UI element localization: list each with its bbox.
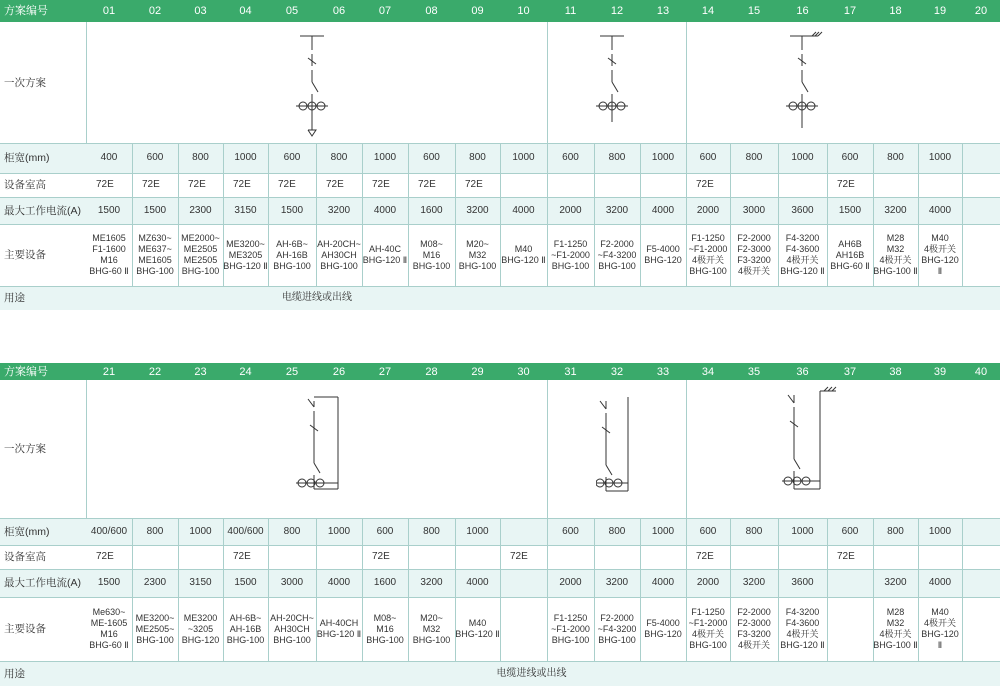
current-value: 3200 xyxy=(884,204,907,216)
scheme-number: 18 xyxy=(889,5,902,17)
current-value: 4000 xyxy=(327,577,351,588)
grid-line xyxy=(455,518,456,661)
width-value: 600 xyxy=(562,525,579,537)
scheme-table-2 xyxy=(0,363,1000,692)
compartment-value: 72E xyxy=(465,179,483,190)
grid-line xyxy=(547,143,548,286)
equipment-value: ME1605 F1-1600 M16 BHG-60 Ⅱ xyxy=(89,233,129,276)
grid-line xyxy=(455,143,456,286)
scheme-number: 05 xyxy=(285,5,299,17)
scheme-number: 39 xyxy=(933,365,947,378)
grid-line xyxy=(730,143,731,286)
row-label-equipment: 主要设备 xyxy=(4,249,46,261)
width-value: 1000 xyxy=(791,525,814,537)
width-value: 800 xyxy=(469,152,486,163)
current-value: 3150 xyxy=(234,204,257,216)
scheme-number: 37 xyxy=(843,365,857,378)
equipment-value: F1-1250 ~F1-2000 BHG-100 xyxy=(551,612,590,645)
single-line-diagram-3 xyxy=(782,30,826,140)
width-value: 1000 xyxy=(791,152,814,163)
width-value: 600 xyxy=(699,152,717,163)
compartment-value: 72E xyxy=(837,179,855,190)
equipment-value xyxy=(962,597,1000,661)
grid-line xyxy=(827,518,828,661)
grid-line xyxy=(686,22,687,143)
width-value: 400 xyxy=(100,152,118,163)
scheme-number: 32 xyxy=(610,365,624,378)
equipment-value: F1-1250 ~F1-2000 4极开关 BHG-100 xyxy=(688,233,728,276)
grid-line xyxy=(408,518,409,661)
grid-line xyxy=(686,518,687,661)
scheme-number: 24 xyxy=(239,365,252,378)
row-label-compartment: 设备室高 xyxy=(4,179,46,191)
scheme-number: 20 xyxy=(974,5,988,17)
current-value: 4000 xyxy=(373,204,397,216)
usage-row xyxy=(0,661,1000,686)
width-value xyxy=(962,518,1000,545)
scheme-number: 15 xyxy=(747,5,761,17)
grid-line xyxy=(640,143,641,286)
current-value: 2000 xyxy=(696,577,720,588)
compartment-value: 72E xyxy=(418,179,436,190)
equipment-value: ME2000~ ME2505 ME2505 BHG-100 xyxy=(181,233,220,276)
equipment-value xyxy=(962,224,1000,286)
equipment-value: AH-6B~ AH-16B BHG-100 xyxy=(226,612,265,645)
usage-text: 电缆进线或出线 xyxy=(282,292,352,303)
current-value: 4000 xyxy=(651,204,675,216)
equipment-value: F4-3200 F4-3600 4极开关 BHG-120 Ⅱ xyxy=(780,233,825,276)
compartment-value: 72E xyxy=(372,551,390,562)
grid-line xyxy=(918,518,919,661)
width-value: 1000 xyxy=(466,525,489,537)
width-value: 600 xyxy=(699,525,717,537)
grid-line xyxy=(362,518,363,661)
equipment-value: AH-40CH BHG-120 Ⅱ xyxy=(316,618,362,639)
width-value: 600 xyxy=(283,152,301,163)
scheme-number: 31 xyxy=(564,365,577,378)
scheme-number: 04 xyxy=(239,5,252,17)
current-value: 1500 xyxy=(838,204,862,216)
equipment-value: F1-1250 ~F1-2000 4极开关 BHG-100 xyxy=(688,607,728,650)
width-value: 600 xyxy=(841,525,859,537)
width-value: 1000 xyxy=(651,152,675,163)
scheme-number: 38 xyxy=(889,365,902,378)
scheme-number: 33 xyxy=(656,365,670,378)
width-value: 800 xyxy=(192,152,209,163)
row-label-equipment: 主要设备 xyxy=(4,623,46,635)
grid-line xyxy=(500,143,501,286)
equipment-value: M08~ M16 BHG-100 xyxy=(366,612,404,645)
row-label-current: 最大工作电流(A) xyxy=(4,577,81,589)
grid-line xyxy=(0,286,1000,287)
scheme-number: 11 xyxy=(564,5,577,17)
equipment-value: F2-2000 ~F4-3200 BHG-100 xyxy=(597,612,637,645)
equipment-value: AH-40C BHG-120 Ⅱ xyxy=(362,244,408,265)
compartment-value: 72E xyxy=(510,551,528,562)
scheme-number: 30 xyxy=(517,365,530,378)
current-value: 4000 xyxy=(928,204,952,216)
equipment-value: M20~ M32 BHG-100 xyxy=(412,612,451,645)
width-value: 400/600 xyxy=(227,525,264,537)
equipment-value: M20~ M32 BHG-100 xyxy=(458,238,497,271)
grid-line xyxy=(362,143,363,286)
grid-line xyxy=(132,143,133,286)
current-value xyxy=(500,569,547,597)
width-value: 600 xyxy=(146,152,164,163)
current-value: 3150 xyxy=(189,577,212,588)
scheme-table-1 xyxy=(0,0,1000,312)
equipment-value: AH-20CH~ AH30CH BHG-100 xyxy=(270,612,314,645)
width-value: 1000 xyxy=(928,152,952,163)
current-value: 3200 xyxy=(327,204,351,216)
grid-line xyxy=(316,518,317,661)
equipment-value: M28 M32 4极开关 BHG-100 Ⅱ xyxy=(873,233,918,276)
current-value: 2300 xyxy=(189,204,212,216)
grid-line xyxy=(778,518,779,661)
current-value: 4000 xyxy=(651,577,675,588)
compartment-value: 72E xyxy=(837,551,855,562)
grid-line xyxy=(873,143,874,286)
width-value: 1000 xyxy=(189,525,212,537)
width-value: 1000 xyxy=(928,525,952,537)
scheme-number: 17 xyxy=(843,5,857,17)
equipment-value: F5-4000 BHG-120 xyxy=(644,618,682,639)
scheme-number: 12 xyxy=(610,5,624,17)
current-value: 4000 xyxy=(928,577,952,588)
width-value: 1000 xyxy=(512,152,535,163)
equipment-value: AH-6B~ AH-16B BHG-100 xyxy=(273,238,311,271)
current-value: 4000 xyxy=(466,577,489,588)
scheme-number: 06 xyxy=(332,5,346,17)
current-value: 3000 xyxy=(280,577,304,588)
current-value: 3200 xyxy=(884,577,907,588)
width-value: 800 xyxy=(330,152,348,163)
equipment-value: F2-2000 F2-3000 F3-3200 4极开关 xyxy=(737,607,771,650)
current-value: 3000 xyxy=(742,204,766,216)
current-value xyxy=(962,197,1000,224)
compartment-value: 72E xyxy=(696,179,714,190)
width-value: 800 xyxy=(745,152,763,163)
compartment-value: 72E xyxy=(372,179,390,190)
grid-line xyxy=(873,518,874,661)
compartment-value: 72E xyxy=(96,179,114,190)
scheme-row xyxy=(0,22,1000,143)
grid-line xyxy=(268,518,269,661)
grid-line xyxy=(594,518,595,661)
row-label-compartment: 设备室高 xyxy=(4,551,46,563)
header-label: 方案编号 xyxy=(4,365,48,378)
grid-line xyxy=(0,518,1000,519)
row-label-scheme: 一次方案 xyxy=(4,443,46,455)
row-label-scheme: 一次方案 xyxy=(4,76,46,89)
single-line-diagram-4 xyxy=(294,393,346,497)
scheme-number: 07 xyxy=(378,5,392,17)
current-value: 1600 xyxy=(373,577,397,588)
equipment-value: F2-2000 ~F4-3200 BHG-100 xyxy=(597,238,637,271)
grid-line xyxy=(0,545,1000,546)
grid-line xyxy=(778,143,779,286)
scheme-number: 21 xyxy=(102,365,116,378)
grid-line xyxy=(0,569,1000,570)
grid-line xyxy=(132,518,133,661)
scheme-number: 26 xyxy=(332,365,346,378)
compartment-value: 72E xyxy=(233,551,251,562)
scheme-number: 03 xyxy=(194,5,207,17)
current-value: 3200 xyxy=(605,204,629,216)
width-value: 800 xyxy=(423,525,440,537)
width-value: 800 xyxy=(146,525,164,537)
current-value: 2300 xyxy=(143,577,167,588)
grid-line xyxy=(547,380,548,518)
width-value xyxy=(962,143,1000,173)
grid-line xyxy=(500,518,501,661)
grid-line xyxy=(686,380,687,518)
scheme-number: 36 xyxy=(796,365,809,378)
width-value: 1000 xyxy=(651,525,675,537)
equipment-value: AH6B AH16B BHG-60 Ⅱ xyxy=(830,238,870,271)
scheme-number: 27 xyxy=(378,365,392,378)
grid-line xyxy=(594,143,595,286)
header-label: 方案编号 xyxy=(4,5,48,17)
scheme-number: 08 xyxy=(425,5,438,17)
current-value: 1500 xyxy=(280,204,304,216)
current-value: 1500 xyxy=(97,577,121,588)
equipment-value: F5-4000 BHG-120 xyxy=(644,244,682,265)
scheme-number: 28 xyxy=(425,365,438,378)
row-label-width: 柜宽(mm) xyxy=(4,152,50,164)
scheme-number: 13 xyxy=(656,5,670,17)
current-value: 3200 xyxy=(420,577,443,588)
scheme-number: 29 xyxy=(471,365,484,378)
usage-row xyxy=(0,286,1000,310)
current-value: 2000 xyxy=(559,577,582,588)
grid-line xyxy=(86,22,87,143)
scheme-number: 34 xyxy=(701,365,715,378)
equipment-value: ME3200~ ME3205 BHG-120 Ⅱ xyxy=(223,238,268,271)
compartment-value: 72E xyxy=(188,179,206,190)
single-line-diagram-2 xyxy=(592,30,632,140)
width-value: 600 xyxy=(841,152,859,163)
scheme-number: 16 xyxy=(796,5,809,17)
current-value: 3600 xyxy=(791,204,814,216)
equipment-value: ME3200 ~3205 BHG-120 xyxy=(181,612,220,645)
equipment-value: M40 BHG-120 Ⅱ xyxy=(455,618,500,639)
grid-line xyxy=(962,143,963,286)
width-value: 600 xyxy=(376,525,394,537)
compartment-value: 72E xyxy=(326,179,344,190)
equipment-value: Me630~ ME-1605 M16 BHG-60 Ⅱ xyxy=(89,607,129,650)
grid-line xyxy=(730,518,731,661)
compartment-value: 72E xyxy=(278,179,296,190)
equipment-value: F4-3200 F4-3600 4极开关 BHG-120 Ⅱ xyxy=(780,607,825,650)
current-value: 3200 xyxy=(466,204,489,216)
grid-line xyxy=(0,173,1000,174)
row-label-width: 柜宽(mm) xyxy=(4,525,50,538)
scheme-number: 35 xyxy=(747,365,761,378)
current-value: 1600 xyxy=(420,204,443,216)
current-value xyxy=(827,569,873,597)
grid-line xyxy=(0,143,1000,144)
equipment-value: F2-2000 F2-3000 F3-3200 4极开关 xyxy=(737,233,771,276)
current-value: 1500 xyxy=(97,204,121,216)
width-value: 600 xyxy=(562,152,579,163)
current-value: 4000 xyxy=(512,204,535,216)
compartment-value: 72E xyxy=(96,551,114,562)
compartment-value: 72E xyxy=(233,179,251,190)
current-value: 2000 xyxy=(559,204,582,216)
width-value: 600 xyxy=(423,152,440,163)
scheme-number: 09 xyxy=(471,5,484,17)
equipment-value: AH-20CH~ AH30CH BHG-100 xyxy=(317,238,361,271)
width-value: 400/600 xyxy=(90,525,128,537)
scheme-number: 23 xyxy=(194,365,207,378)
grid-line xyxy=(223,143,224,286)
equipment-value: ME3200~ ME2505~ BHG-100 xyxy=(135,612,175,645)
grid-line xyxy=(0,224,1000,225)
current-value: 3200 xyxy=(605,577,629,588)
width-value: 1000 xyxy=(234,152,257,163)
scheme-number: 01 xyxy=(102,5,116,17)
equipment-value: M40 4极开关 BHG-120 Ⅱ xyxy=(921,233,959,276)
grid-line xyxy=(547,518,548,661)
width-value xyxy=(500,518,547,545)
scheme-number: 02 xyxy=(148,5,162,17)
row-label-usage: 用途 xyxy=(4,667,25,680)
width-value: 800 xyxy=(887,525,904,537)
compartment-value: 72E xyxy=(142,179,160,190)
current-value: 2000 xyxy=(696,204,720,216)
grid-line xyxy=(316,143,317,286)
current-value xyxy=(962,569,1000,597)
equipment-value: M08~ M16 BHG-100 xyxy=(412,238,451,271)
width-value: 800 xyxy=(608,152,626,163)
scheme-number: 14 xyxy=(701,5,715,17)
single-line-diagram-1 xyxy=(292,30,332,140)
scheme-number: 19 xyxy=(933,5,947,17)
grid-line xyxy=(962,518,963,661)
equipment-value: M28 M32 4极开关 BHG-100 Ⅱ xyxy=(873,607,918,650)
row-label-usage: 用途 xyxy=(4,292,25,304)
grid-line xyxy=(686,143,687,286)
grid-line xyxy=(408,143,409,286)
usage-text: 电缆进线或出线 xyxy=(496,667,567,679)
current-value: 3600 xyxy=(791,577,814,588)
grid-line xyxy=(0,661,1000,662)
grid-line xyxy=(0,197,1000,198)
equipment-value: M40 4极开关 BHG-120 Ⅱ xyxy=(921,607,959,650)
grid-line xyxy=(268,143,269,286)
grid-line xyxy=(178,143,179,286)
width-value: 1000 xyxy=(327,525,351,537)
grid-line xyxy=(640,518,641,661)
scheme-number: 10 xyxy=(517,5,530,17)
width-value: 1000 xyxy=(373,152,397,163)
grid-line xyxy=(827,143,828,286)
grid-line xyxy=(918,143,919,286)
current-value: 1500 xyxy=(234,577,257,588)
grid-line xyxy=(547,22,548,143)
equipment-value: MZ630~ ME637~ ME1605 BHG-100 xyxy=(136,233,174,276)
width-value: 800 xyxy=(608,525,626,537)
compartment-value: 72E xyxy=(696,551,714,562)
equipment-value xyxy=(500,597,547,661)
scheme-number: 25 xyxy=(285,365,299,378)
scheme-row xyxy=(0,380,1000,518)
scheme-number: 40 xyxy=(974,365,988,378)
equipment-value: M40 BHG-120 Ⅱ xyxy=(501,244,546,265)
current-value: 1500 xyxy=(143,204,167,216)
width-value: 800 xyxy=(745,525,763,537)
single-line-diagram-5 xyxy=(596,393,636,497)
grid-line xyxy=(0,597,1000,598)
single-line-diagram-6 xyxy=(780,385,840,495)
equipment-value xyxy=(827,597,873,661)
scheme-number: 22 xyxy=(148,365,162,378)
width-value: 800 xyxy=(887,152,904,163)
grid-line xyxy=(86,380,87,518)
equipment-value: F1-1250 ~F1-2000 BHG-100 xyxy=(551,238,590,271)
row-label-current: 最大工作电流(A) xyxy=(4,204,81,217)
width-value: 800 xyxy=(283,525,301,537)
grid-line xyxy=(178,518,179,661)
grid-line xyxy=(223,518,224,661)
current-value: 3200 xyxy=(742,577,766,588)
